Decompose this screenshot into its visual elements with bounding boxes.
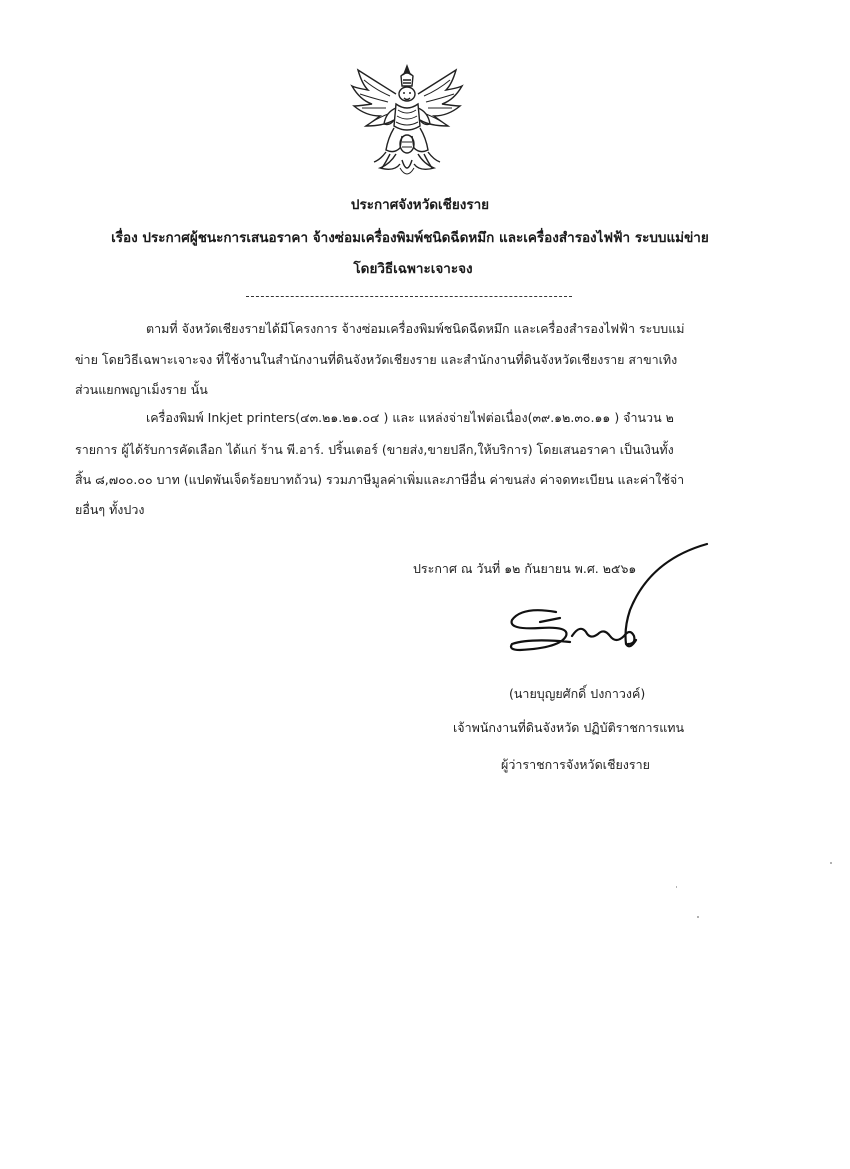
body-line: ตามที่ จังหวัดเชียงรายได้มีโครงการ จ้างซ่อมเครื่องพิมพ์ชนิดฉีดหมึก และเครื่องสำรองไฟฟ้า ระบบแม่ — [146, 321, 685, 336]
subject-line-1: เรื่อง ประกาศผู้ชนะการเสนอราคา จ้างซ่อมเครื่องพิมพ์ชนิดฉีดหมึก และเครื่องสำรองไฟฟ้า ระบบแม่ข่าย — [111, 230, 709, 246]
dashed-divider — [246, 296, 572, 297]
body-line: ส่วนแยกพญาเม็งราย นั้น — [75, 382, 208, 397]
announcement-date: ประกาศ ณ วันที่ ๑๒ กันยายน พ.ศ. ๒๕๖๑ — [413, 561, 637, 576]
scan-speck — [676, 886, 677, 888]
document-title: ประกาศจังหวัดเชียงราย — [350, 197, 490, 213]
signer-authority: ผู้ว่าราชการจังหวัดเชียงราย — [501, 757, 650, 772]
handwritten-signature — [500, 540, 715, 665]
body-line: ข่าย โดยวิธีเฉพาะเจาะจง ที่ใช้งานในสำนักงานที่ดินจังหวัดเชียงราย และสำนักงานที่ดินจังหวัดเชียงราย สาขาเทิง — [75, 352, 678, 367]
body-line: สิ้น ๘,๗๐๐.๐๐ บาท (แปดพันเจ็ดร้อยบาทถ้วน) รวมภาษีมูลค่าเพิ่มและภาษีอื่น ค่าขนส่ง ค่าจดทะเบียน และค่าใช้จ่า — [75, 472, 685, 487]
body-line: รายการ ผู้ได้รับการคัดเลือก ได้แก่ ร้าน พี.อาร์. ปริ้นเตอร์ (ขายส่ง,ขายปลีก,ให้บริการ) โดยเสนอราคา เป็นเงินทั้ง — [75, 442, 674, 457]
body-line: เครื่องพิมพ์ Inkjet printers(๔๓.๒๑.๒๑.๐๔ ) และ แหล่งจ่ายไฟต่อเนื่อง(๓๙.๑๒.๓๐.๑๑ ) จำนวน ๒ — [146, 410, 674, 425]
subject-line-2: โดยวิธีเฉพาะเจาะจง — [353, 261, 473, 277]
signer-name: (นายบุญยศักดิ์ ปงกาวงค์) — [509, 686, 646, 701]
body-line: ยอื่นๆ ทั้งปวง — [75, 502, 145, 517]
scan-speck — [830, 862, 832, 864]
scan-speck — [697, 916, 699, 918]
garuda-emblem-icon — [350, 64, 465, 182]
signer-position: เจ้าพนักงานที่ดินจังหวัด ปฏิบัติราชการแทน — [453, 720, 685, 735]
